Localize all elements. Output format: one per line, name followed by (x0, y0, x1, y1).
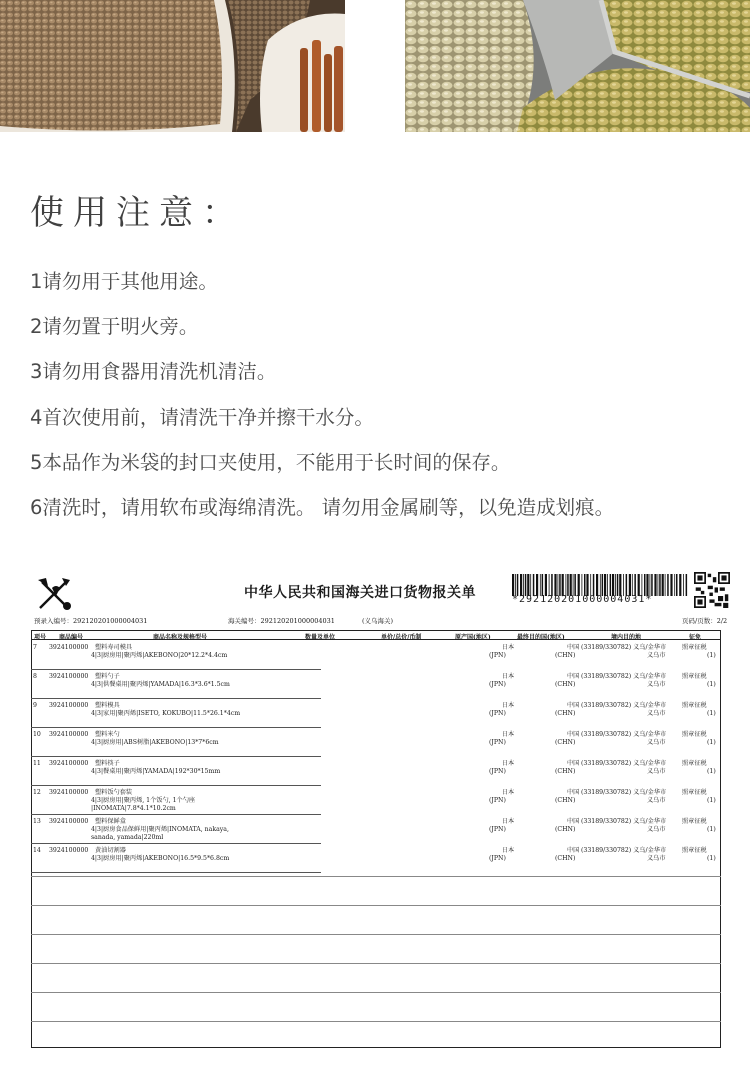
item-spec: 4|3|厨房用|ABS树脂|AKEBONO|13*7*6cm (91, 739, 219, 746)
item-domestic-destination: (33189/330782) 义乌/金华市 (581, 760, 667, 767)
table-row (31, 699, 721, 728)
table-row (31, 641, 721, 670)
item-tax-number: (1) (707, 739, 716, 746)
barcode-bar (554, 574, 556, 596)
barcode-bar (512, 574, 514, 596)
item-code: 3924100000 (49, 644, 89, 651)
blank-row-line (31, 1021, 721, 1022)
barcode-bar (634, 574, 636, 596)
item-tax-mode: 照章征税 (682, 644, 707, 651)
header-price: 单价/总价/币制 (381, 633, 422, 641)
table-header (31, 630, 721, 640)
item-destination: 中国 (567, 818, 580, 825)
item-name: 塑料饭勺套装 (95, 789, 133, 796)
item-origin: 日本 (501, 644, 515, 651)
item-code: 3924100000 (49, 673, 89, 680)
barcode-bar (683, 574, 684, 596)
item-tax-mode: 照章征税 (682, 673, 707, 680)
item-spec: 4|3|家用|聚丙烯|ISETO, KOKUBO|11.5*26.1*4cm (91, 710, 241, 717)
item-origin-code: (JPN) (489, 710, 506, 717)
barcode-bar (632, 574, 633, 596)
barcode-number: *292120201000004031* (512, 594, 653, 605)
item-destination: 中国 (567, 847, 580, 854)
nut-bins-photo (405, 0, 750, 132)
barcode-bar (527, 574, 529, 596)
barcode-bar (651, 574, 653, 596)
item-origin: 日本 (501, 731, 515, 738)
blank-row-line (31, 934, 721, 935)
item-domestic-destination: (33189/330782) 义乌/金华市 (581, 644, 667, 651)
header-qty: 数量及单位 (305, 633, 336, 641)
barcode-bar (619, 574, 621, 596)
item-tax-mode: 照章征税 (682, 818, 707, 825)
item-number: 12 (33, 789, 41, 796)
note-item: 1请勿用于其他用途。 (30, 270, 218, 293)
page-count: 页码/页数：2/2 (682, 617, 728, 625)
barcode-bar (578, 574, 580, 596)
item-name: 塑料米勺 (95, 731, 120, 738)
barcode-bar (566, 574, 567, 596)
barcode-bar (670, 574, 672, 596)
item-destination-code: (CHN) (555, 681, 576, 688)
barcode-bar (590, 574, 591, 596)
grain-sack-photo (0, 0, 345, 132)
barcode-bar (593, 574, 595, 596)
item-tax-number: (1) (707, 826, 716, 833)
item-destination: 中国 (567, 644, 580, 651)
item-number: 9 (33, 702, 37, 709)
item-tax-mode: 照章征税 (682, 760, 707, 767)
barcode-bar (667, 574, 669, 596)
barcode-bar (525, 574, 527, 596)
barcode-bar (644, 574, 646, 596)
barcode-bar (623, 574, 624, 596)
barcode-bar (570, 574, 572, 596)
item-spec: 4|3|餐桌用|聚丙烯|YAMADA|192*30*15mm (91, 768, 221, 775)
item-code: 3924100000 (49, 847, 89, 854)
note-item: 5本品作为米袋的封口夹使用，不能用于长时间的保存。 (30, 450, 511, 474)
item-spec-continued: |INOMATA|7.8*4.1*10.2cm (91, 805, 176, 812)
table-row (31, 844, 721, 873)
item-tax-number: (1) (707, 797, 716, 804)
item-origin: 日本 (501, 702, 515, 709)
item-domestic-city: 义乌市 (647, 681, 666, 688)
barcode-bar (573, 574, 574, 596)
barcode-bar (642, 574, 643, 596)
item-tax-number: (1) (707, 768, 716, 775)
item-destination-code: (CHN) (555, 768, 576, 775)
item-name: 塑料筷子 (95, 760, 120, 767)
barcode-bar (515, 574, 516, 596)
barcode-bar (574, 574, 576, 596)
barcode-bar (542, 574, 544, 596)
item-tax-number: (1) (707, 652, 716, 659)
header-tax: 征免 (689, 633, 702, 641)
item-code: 3924100000 (49, 702, 89, 709)
barcode-bar (615, 574, 616, 596)
item-code: 3924100000 (49, 731, 89, 738)
barcode-bar (629, 574, 631, 596)
barcode-bar (558, 574, 559, 596)
barcode-bar (674, 574, 675, 596)
barcode-icon (512, 574, 688, 596)
item-domestic-destination: (33189/330782) 义乌/金华市 (581, 818, 667, 825)
header-no: 项号 (34, 633, 47, 641)
item-domestic-city: 义乌市 (647, 826, 666, 833)
item-code: 3924100000 (49, 789, 89, 796)
barcode-bar (612, 574, 614, 596)
item-name: 黄油切割器 (95, 847, 126, 854)
customs-port: (义乌海关) (362, 617, 394, 625)
item-origin-code: (JPN) (489, 652, 506, 659)
barcode-bar (658, 574, 659, 596)
barcode-bar (540, 574, 541, 596)
item-destination-code: (CHN) (555, 855, 576, 862)
blank-row-line (31, 992, 721, 993)
item-origin-code: (JPN) (489, 826, 506, 833)
item-name: 塑料保鲜盒 (95, 818, 126, 825)
barcode-bar (530, 574, 531, 596)
barcode-bar (602, 574, 604, 596)
barcode-bar (562, 574, 564, 596)
barcode-bar (536, 574, 538, 596)
notes-list (30, 268, 614, 539)
table-row (31, 728, 721, 757)
item-number: 13 (33, 818, 41, 825)
item-name: 塑料模具 (95, 702, 120, 709)
barcode-bar (665, 574, 666, 596)
item-spec: 4|3|供餐桌用|聚丙烯|YAMADA|16.3*3.6*1.5cm (91, 681, 230, 688)
note-item: 6清洗时，请用软布或海绵清洗。 请勿用金属刷等，以免造成划痕。 (30, 495, 615, 519)
barcode-bar (551, 574, 553, 596)
item-origin-code: (JPN) (489, 855, 506, 862)
barcode-bar (679, 574, 681, 596)
barcode-bar (600, 574, 601, 596)
barcode-bar (523, 574, 524, 596)
note-item: 2请勿置于明火旁。 (30, 315, 199, 339)
item-number: 11 (33, 760, 41, 767)
item-spec: 4|3|厨房用|聚丙烯|AKEBONO|20*12.2*4.4cm (91, 652, 228, 659)
item-number: 14 (33, 847, 41, 854)
item-number: 8 (33, 673, 37, 680)
barcode-bar (610, 574, 612, 596)
barcode-bar (533, 574, 535, 596)
item-domestic-city: 义乌市 (647, 768, 666, 775)
barcode-bar (582, 574, 583, 596)
item-domestic-destination: (33189/330782) 义乌/金华市 (581, 789, 667, 796)
header-dest: 最终目的国(地区) (517, 633, 565, 641)
item-tax-mode: 照章征税 (682, 702, 707, 709)
item-domestic-city: 义乌市 (647, 855, 666, 862)
item-destination-code: (CHN) (555, 739, 576, 746)
barcode-bar (686, 574, 688, 596)
barcode-bar (638, 574, 640, 596)
item-tax-mode: 照章征税 (682, 789, 707, 796)
barcode-bar (646, 574, 648, 596)
barcode-bar (596, 574, 598, 596)
item-tax-number: (1) (707, 855, 716, 862)
barcode-bar (549, 574, 550, 596)
blank-row-line (31, 905, 721, 906)
item-destination-code: (CHN) (555, 652, 576, 659)
item-tax-number: (1) (707, 681, 716, 688)
item-destination-code: (CHN) (555, 797, 576, 804)
item-domestic-city: 义乌市 (647, 710, 666, 717)
barcode-bar (604, 574, 606, 596)
item-spec: 4|3|厨房食品保鲜用|聚丙烯|INOMATA, nakaya, (91, 826, 229, 833)
item-spec-continued: sanada, yamada|220ml (91, 834, 164, 841)
barcode-bar (617, 574, 619, 596)
customs-number: 海关编号：292120201000004031 (228, 617, 335, 625)
item-origin-code: (JPN) (489, 768, 506, 775)
qr-code-icon (694, 572, 730, 608)
barcode-bar (676, 574, 678, 596)
item-domestic-destination: (33189/330782) 义乌/金华市 (581, 731, 667, 738)
notes-title: 使用注意： (30, 193, 245, 233)
note-item: 4首次使用前，请清洗干净并擦干水分。 (30, 405, 374, 429)
item-destination: 中国 (567, 789, 580, 796)
item-domestic-destination: (33189/330782) 义乌/金华市 (581, 673, 667, 680)
item-origin: 日本 (501, 847, 515, 854)
item-origin: 日本 (501, 760, 515, 767)
blank-row-line (31, 876, 721, 877)
customs-declaration-form (28, 568, 728, 1052)
item-tax-mode: 照章征税 (682, 731, 707, 738)
barcode-bar (517, 574, 519, 596)
barcode-bar (659, 574, 661, 596)
item-destination: 中国 (567, 673, 580, 680)
item-domestic-destination: (33189/330782) 义乌/金华市 (581, 847, 667, 854)
item-spec: 4|3|厨房用|聚丙烯|AKEBONO|16.5*9.5*6.8cm (91, 855, 230, 862)
item-number: 10 (33, 731, 41, 738)
barcode-bar (654, 574, 656, 596)
item-domestic-city: 义乌市 (647, 739, 666, 746)
barcode-bar (626, 574, 628, 596)
barcode-bar (584, 574, 586, 596)
item-origin: 日本 (501, 673, 515, 680)
header-name: 商品名称及规格型号 (153, 633, 208, 641)
barcode-bar (662, 574, 664, 596)
barcode-bar (545, 574, 547, 596)
header-domestic: 境内目的地 (611, 633, 642, 641)
item-code: 3924100000 (49, 760, 89, 767)
item-origin-code: (JPN) (489, 739, 506, 746)
barcode-bar (650, 574, 651, 596)
barcode-bar (520, 574, 522, 596)
table-row (31, 670, 721, 699)
item-tax-number: (1) (707, 710, 716, 717)
item-spec: 4|3|厨房用|聚丙烯, 1个饭勺, 1个勺座 (91, 797, 196, 804)
pre-entry-number: 预录入编号：292120201000004031 (34, 617, 148, 625)
item-destination: 中国 (567, 731, 580, 738)
item-destination: 中国 (567, 702, 580, 709)
item-code: 3924100000 (49, 818, 89, 825)
item-name: 塑料勺子 (95, 673, 120, 680)
form-title: 中华人民共和国海关进口货物报关单 (244, 585, 476, 601)
item-origin-code: (JPN) (489, 797, 506, 804)
item-domestic-city: 义乌市 (647, 652, 666, 659)
item-destination: 中国 (567, 760, 580, 767)
item-origin: 日本 (501, 818, 515, 825)
header-origin: 原产国(地区) (455, 633, 491, 641)
header-code: 商品编号 (59, 633, 84, 641)
barcode-bar (559, 574, 561, 596)
item-destination-code: (CHN) (555, 826, 576, 833)
barcode-bar (586, 574, 588, 596)
item-number: 7 (33, 644, 37, 651)
item-origin-code: (JPN) (489, 681, 506, 688)
barcode-bar (567, 574, 569, 596)
table-row (31, 815, 721, 844)
item-domestic-destination: (33189/330782) 义乌/金华市 (581, 702, 667, 709)
blank-row-line (31, 963, 721, 964)
item-tax-mode: 照章征税 (682, 847, 707, 854)
note-item: 3请勿用食器用清洗机清洁。 (30, 360, 277, 384)
item-origin: 日本 (501, 789, 515, 796)
item-domestic-city: 义乌市 (647, 797, 666, 804)
barcode-bar (607, 574, 608, 596)
item-name: 塑料寿司模具 (95, 644, 133, 651)
item-destination-code: (CHN) (555, 710, 576, 717)
table-row (31, 757, 721, 786)
customs-emblem-icon (34, 574, 74, 614)
table-row (31, 786, 721, 815)
row-separator (31, 872, 321, 873)
